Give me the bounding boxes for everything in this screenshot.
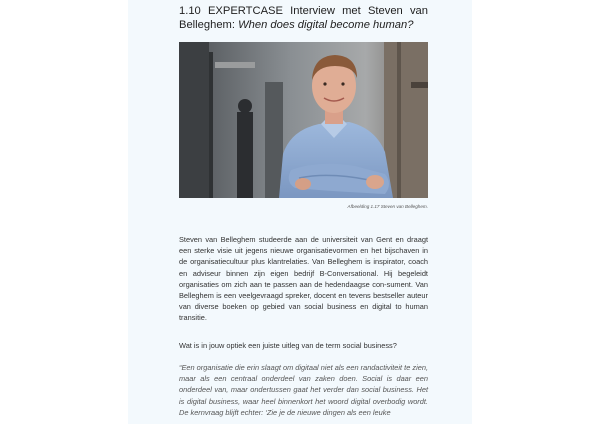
document-page xyxy=(128,0,472,424)
interview-question: Wat is in jouw optiek een juiste uitleg van de term social business? xyxy=(179,341,397,350)
portrait-illustration xyxy=(179,42,428,198)
section-heading xyxy=(179,4,428,32)
figure-caption: Afbeelding 1.17 Steven van Belleghem. xyxy=(347,204,428,209)
heading-title: When does digital become human? xyxy=(238,19,414,31)
heading-prefix: 1.10 EXPERTCASE Interview met Steven van Belleghem: xyxy=(179,5,428,31)
portrait-photo xyxy=(179,42,428,198)
bio-paragraph: Steven van Belleghem studeerde aan de universiteit van Gent en draagt een sterke visie uit jegens nieuwe organisatievormen en het bijschaven in de organisatiecultuur plus klantrelaties. Van Belleghem is inspirator, coach en adviseur binnen zijn eigen bedrijf B-Conversational. Hij begeleidt organisaties om zich aan te passen aan de hedendaagse con-sument. Van Belleghem is een veelgevraagd spreker, docent en tevens bestseller auteur van diverse boeken op gebied van social business en digital to human transitie. xyxy=(179,235,428,323)
interview-answer: “Een organisatie die erin slaagt om digitaal niet als een randactiviteit te zien, maar als een centraal onderdeel van zaken doen. Social is daar een onderdeel van, maar ondertussen gaat het verder dan social business. Het is digital business, waar heel binnenkort het woord digital overbodig wordt. De kernvraag blijft echter: ‘Zie je de nieuwe dingen als een leuke xyxy=(179,363,428,417)
